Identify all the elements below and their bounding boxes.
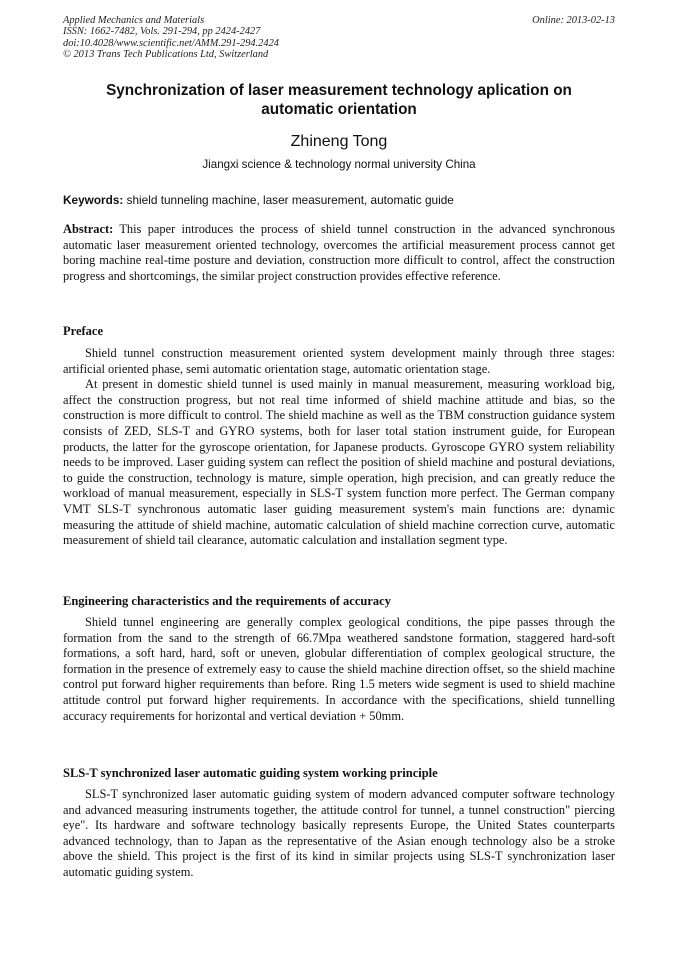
section-body-sls-t — [63, 787, 615, 881]
section-body-engineering — [63, 615, 615, 724]
keywords-text: shield tunneling machine, laser measurement, automatic guide — [126, 193, 454, 207]
section-heading-engineering: Engineering characteristics and the requirements of accuracy — [63, 594, 391, 608]
paragraph: Shield tunnel engineering are generally complex geological conditions, the pipe passes through the formation from the sand to the strength of 66.7Mpa weathered sandstone formation, staggered hard-soft formations, a soft hard, hard, soft or uneven, globular differentiation of complex geological structure, the formation in the presence of extremely easy to cause the shield machine direction offset, so the shield machine control put forward higher requirements than before. Ring 1.5 meters wide segment is used to shield machine attitude control put forward higher requirements. In accordance with the specifications, shield tunnelling accuracy requirements for horizontal and vertical deviation + 50mm. — [63, 615, 615, 723]
paragraph: SLS-T synchronized laser automatic guiding system of modern advanced computer software technology and advanced measuring instruments together, the attitude control for tunnel, a tunnel construction" piercing eye". Its hardware and software technology basically represents Europe, the United States counterparts advanced technology, than to Japan as the representative of the Asian enough technology also be a stroke above the shield. This project is the first of its kind in similar projects using SLS-T synchronization laser automatic guiding system. — [63, 787, 615, 879]
section-body-preface — [63, 346, 615, 549]
section-heading-sls-t: SLS-T synchronized laser automatic guiding system working principle — [63, 766, 438, 780]
journal-name: Applied Mechanics and Materials — [63, 15, 205, 26]
abstract-text: This paper introduces the process of shield tunnel construction in the advanced synchronous automatic laser measurement oriented technology, overcomes the artificial measurement process cannot get boring machine real-time posture and deviation, construction more difficult to control, affect the construction progress and shortcomings, the similar project construction provides effective reference. — [63, 222, 615, 283]
paragraph: Shield tunnel construction measurement oriented system development mainly through three stages: artificial oriented phase, semi automatic orientation stage, automatic orientation stage. — [63, 346, 615, 376]
abstract — [63, 222, 615, 284]
issn-line: ISSN: 1662-7482, Vols. 291-294, pp 2424-2427 — [63, 26, 261, 38]
paragraph: At present in domestic shield tunnel is used mainly in manual measurement, measuring workload big, affect the construction progress, but not real time informed of shield machine attitude and bias, so the construction is more difficult to control. The shield machine as well as the TBM construction guidance system consists of ZED, SLS-T and GYRO systems, both for laser total station instrument guide, for European products, the latter for the gyroscope orientation, for Japanese products. Gyroscope GYRO system reliability needs to be improved. Laser guiding system can reflect the position of shield machine and postural deviations, to guide the construction, technology is mature, simple operation, high precision, and can greatly reduce the workload of manual measurement, especially in SLS-T system function more perfect. The German company VMT SLS-T synchronous automatic laser guiding measurement system's main functions are: dynamic measuring the attitude of shield machine, automatic calculation of shield machine correction curve, automatic measurement of shield tail clearance, automatic calculation and installation segment type. — [63, 377, 615, 548]
keywords-line — [63, 193, 615, 208]
doi-line: doi:10.4028/www.scientific.net/AMM.291-294.2424 — [63, 37, 279, 49]
copyright-line: © 2013 Trans Tech Publications Ltd, Switzerland — [63, 49, 269, 61]
keywords-label: Keywords: — [63, 193, 124, 207]
author-affiliation: Jiangxi science & technology normal university China — [202, 158, 476, 171]
abstract-label: Abstract: — [63, 222, 114, 236]
online-date: Online: 2013-02-13 — [532, 15, 615, 26]
journal-header — [63, 15, 443, 61]
author-name: Zhineng Tong — [290, 133, 388, 150]
paper-title: Synchronization of laser measurement technology aplication on automatic orientation — [106, 82, 572, 118]
section-heading-preface: Preface — [63, 324, 104, 338]
